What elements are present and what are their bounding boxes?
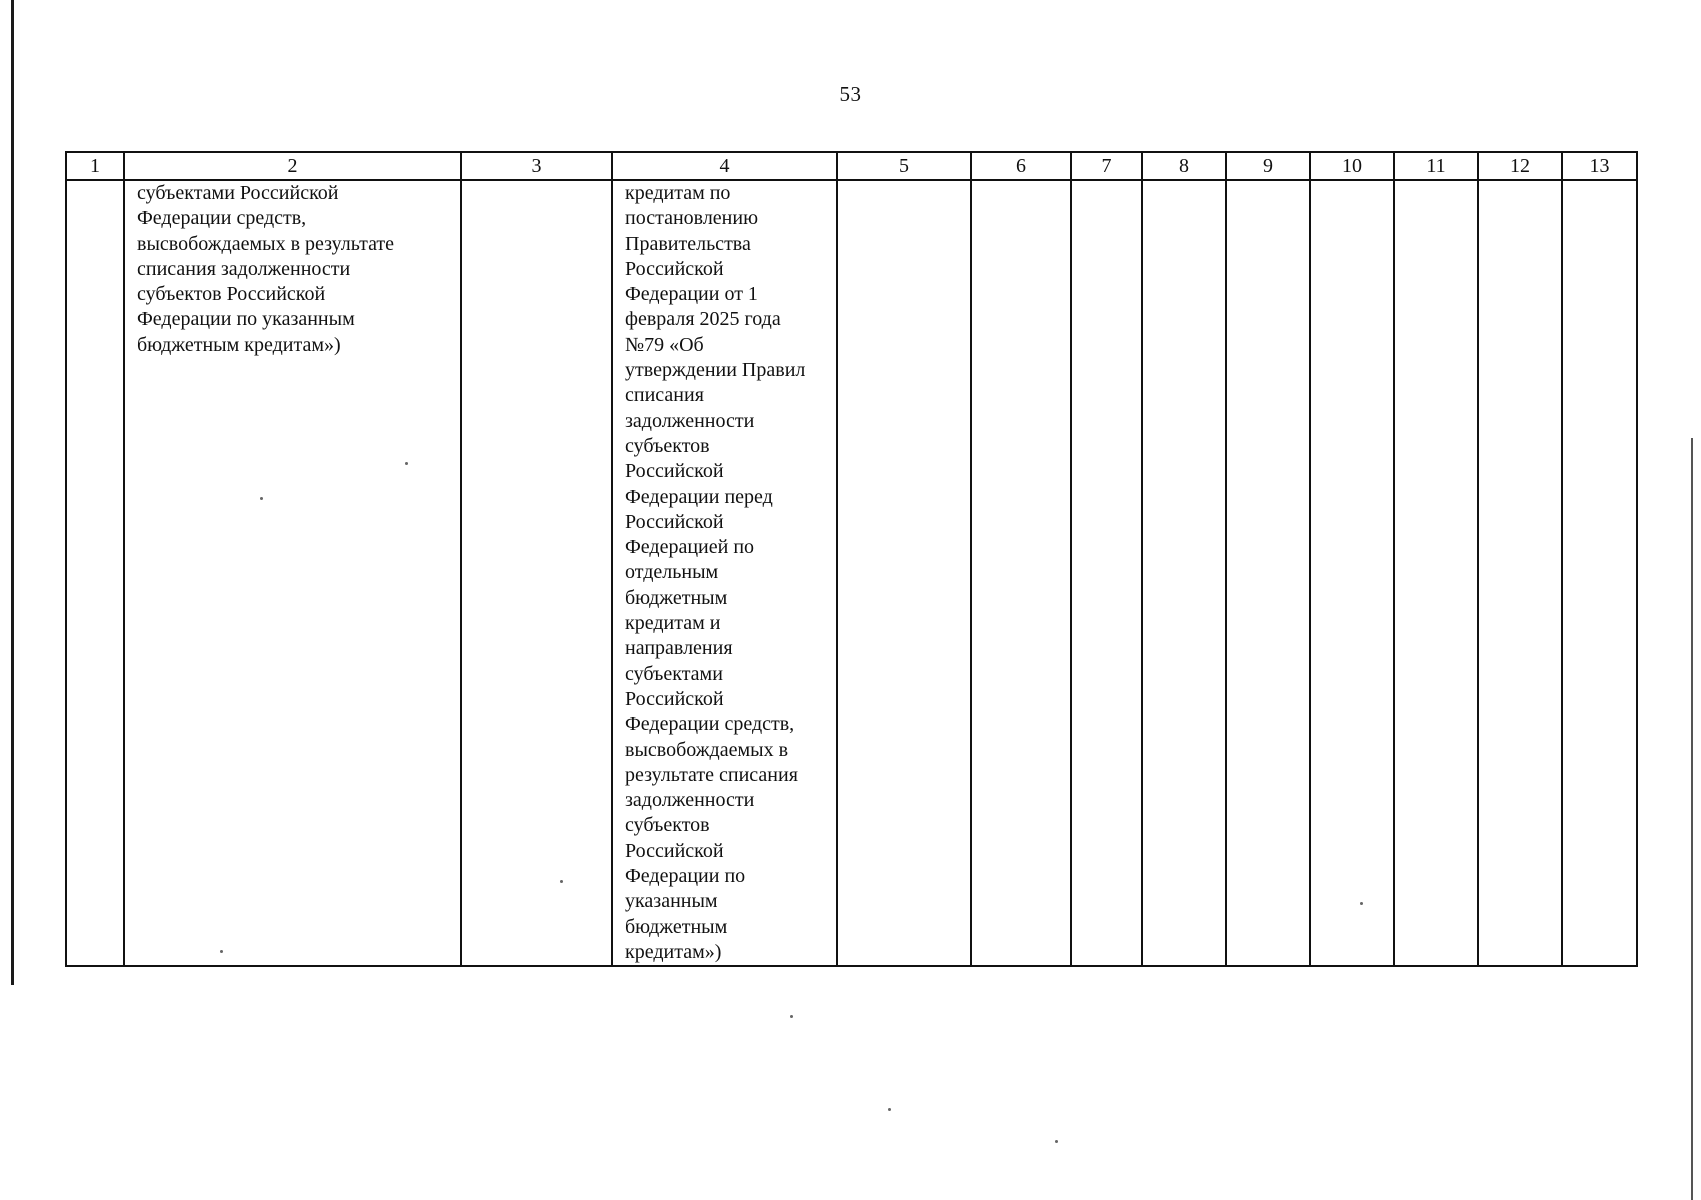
scan-speck — [405, 462, 408, 465]
col4-line: постановлению — [625, 207, 759, 230]
col4-line: Российской — [625, 510, 724, 533]
page-number: 53 — [839, 82, 862, 106]
col4-line: направления — [625, 637, 733, 660]
col4-line: Федерации средств, — [625, 713, 795, 736]
header-cell-7: 7 — [1071, 152, 1142, 180]
header-cell-8: 8 — [1142, 152, 1226, 180]
col4-line: Российской — [625, 257, 724, 280]
scan-speck — [790, 1015, 793, 1018]
col4-text — [613, 181, 836, 965]
col4-line: Российской — [625, 687, 724, 710]
col4-line: Правительства — [625, 232, 751, 255]
table-row — [66, 180, 1637, 966]
cell-col-9 — [1226, 180, 1310, 966]
header-cell-6: 6 — [971, 152, 1071, 180]
col4-line: Федерацией по — [625, 536, 755, 559]
col4-line: высвобождаемых в — [625, 738, 789, 761]
col4-line: бюджетным — [625, 915, 728, 938]
col4-line: указанным — [625, 890, 718, 913]
col4-line: кредитам по — [625, 182, 731, 204]
header-cell-11: 11 — [1394, 152, 1478, 180]
col2-line: бюджетным кредитам») — [137, 333, 341, 356]
header-cell-9: 9 — [1226, 152, 1310, 180]
header-cell-5: 5 — [837, 152, 971, 180]
header-cell-2: 2 — [124, 152, 461, 180]
header-cell-12: 12 — [1478, 152, 1562, 180]
scan-speck — [1055, 1140, 1058, 1143]
scan-right-edge — [1691, 438, 1693, 1200]
col4-line: Федерации от 1 — [625, 283, 758, 306]
cell-col-1 — [66, 180, 124, 966]
col2-line: списания задолженности — [137, 257, 351, 280]
col4-line: задолженности — [625, 789, 755, 812]
col2-line: Федерации по указанным — [137, 308, 355, 331]
cell-col-10 — [1310, 180, 1394, 966]
scan-left-edge — [11, 0, 14, 985]
col4-line: субъектов — [625, 814, 710, 837]
cell-col-8 — [1142, 180, 1226, 966]
col4-line: утверждении Правил — [625, 359, 806, 382]
col4-line: №79 «Об — [625, 333, 704, 356]
col2-line: Федерации средств, — [137, 207, 307, 230]
col4-line: февраля 2025 года — [625, 308, 781, 331]
col2-line: высвобождаемых в результате — [137, 232, 395, 255]
col4-line: задолженности — [625, 409, 755, 432]
col4-line: Российской — [625, 839, 724, 862]
scan-speck — [888, 1108, 891, 1111]
data-table — [65, 151, 1638, 967]
col2-line: субъектов Российской — [137, 283, 326, 306]
scan-speck — [560, 880, 563, 883]
col4-line: кредитам и — [625, 612, 721, 635]
cell-col-11 — [1394, 180, 1478, 966]
header-cell-3: 3 — [461, 152, 612, 180]
col2-text — [125, 181, 460, 358]
cell-col-3 — [461, 180, 612, 966]
col4-line: Российской — [625, 460, 724, 483]
scan-speck — [220, 950, 223, 953]
table-header-row — [66, 152, 1637, 180]
col4-line: кредитам») — [625, 940, 722, 963]
col4-line: результате списания — [625, 763, 798, 786]
cell-col-12 — [1478, 180, 1562, 966]
header-cell-1: 1 — [66, 152, 124, 180]
cell-col-7 — [1071, 180, 1142, 966]
col4-line: бюджетным — [625, 586, 728, 609]
col4-line: списания — [625, 384, 704, 407]
col4-line: Федерации перед — [625, 485, 773, 508]
header-cell-4: 4 — [612, 152, 837, 180]
cell-col-6 — [971, 180, 1071, 966]
col4-line: Федерации по — [625, 865, 746, 888]
col4-line: отдельным — [625, 561, 719, 584]
cell-col-5 — [837, 180, 971, 966]
cell-col-2 — [124, 180, 461, 966]
col4-line: субъектами — [625, 662, 723, 685]
col2-line: субъектами Российской — [137, 182, 339, 204]
scan-speck — [1360, 902, 1363, 905]
scan-speck — [260, 497, 263, 500]
cell-col-13 — [1562, 180, 1637, 966]
header-cell-10: 10 — [1310, 152, 1394, 180]
cell-col-4 — [612, 180, 837, 966]
header-cell-13: 13 — [1562, 152, 1637, 180]
col4-line: субъектов — [625, 434, 710, 457]
